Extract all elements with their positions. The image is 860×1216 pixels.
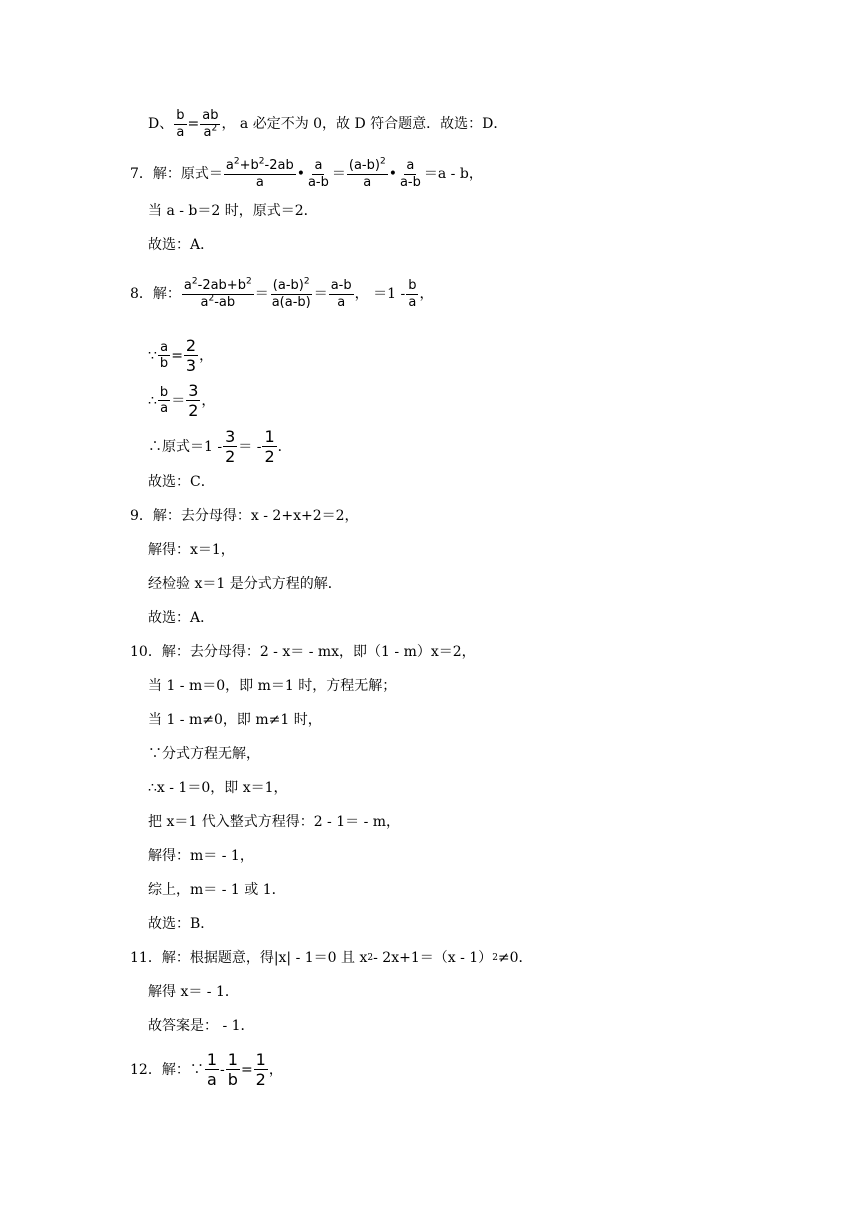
fraction-8-c: a-b a bbox=[330, 278, 352, 310]
fraction-a-over-b: $\frac{a}{b}$ bbox=[159, 339, 169, 372]
fraction-1-over-2: 1 2 bbox=[264, 427, 275, 467]
fraction-b-over-a: $\frac{b}{a}$ bbox=[176, 108, 185, 140]
fraction-7-b: a a-b bbox=[307, 158, 329, 190]
text-line: 10．解：去分母得：2 - x＝ - mx，即（1 - m）x＝2， bbox=[130, 644, 476, 660]
text-line: 故选：A． bbox=[148, 237, 215, 253]
text-line: ∵分式方程无解， bbox=[148, 746, 260, 762]
fraction-1-over-2: $\frac{1}{2}$ bbox=[255, 1050, 266, 1090]
text-line: 故选：C． bbox=[148, 474, 215, 490]
fraction-8-b: $(a-b)^2$ a(a-b) bbox=[271, 276, 311, 310]
text-line: 把 x＝1 代入整式方程得：2 - 1＝ - m， bbox=[148, 814, 401, 830]
fraction-7-c: $(a-b)^2$ a bbox=[348, 156, 386, 190]
text-line: 综上，m＝ - 1 或 1． bbox=[148, 882, 286, 898]
fraction-7-a: $a^2+b^2-2ab$ a bbox=[225, 156, 294, 190]
text-line: 解得 x＝ - 1． bbox=[148, 984, 239, 1000]
solution-6-option-d: D、 $\frac{b}{a}$ = $\frac{ab}{a^2}$ ， a 必定不为 0，故 D 符合题意．故选：D． bbox=[148, 108, 508, 140]
solution-11-expression: 11．解：根据题意，得|x| - 1＝0 且 x 2 - 2x+1＝（x - 1） 2 ≠0． bbox=[130, 950, 533, 966]
text-line: 解得：x＝1， bbox=[148, 542, 235, 558]
fraction-3-over-2: 3 2 bbox=[225, 427, 236, 467]
text-line: 9．解：去分母得：x - 2+x+2＝2， bbox=[130, 508, 359, 524]
fraction-b-over-a: b a bbox=[159, 384, 169, 417]
text-line: 故答案是： - 1． bbox=[148, 1018, 255, 1034]
text-line: 解得：m＝ - 1， bbox=[148, 848, 254, 864]
text-line: 故选：B． bbox=[148, 916, 215, 932]
solution-7-expression: 7．解：原式＝ $a^2+b^2-2ab$ a • a a-b ＝ $(a-b)^2$ a • a a-b ＝a - b， bbox=[130, 156, 483, 190]
fraction-8-a: $a^2-2ab+b^2$ $a^2-ab$ bbox=[183, 276, 252, 310]
solution-8-therefore: ∴ b a ＝ 3 2 ， bbox=[148, 381, 216, 421]
solution-8-result: ∴原式＝1 - 3 2 ＝ - 1 2 ． bbox=[148, 427, 292, 467]
fraction-2-over-3: $\frac{2}{3}$ bbox=[185, 336, 197, 376]
fraction-1-over-a: 1 a bbox=[206, 1050, 218, 1090]
fraction-3-over-2: 3 2 bbox=[188, 381, 199, 421]
text-line: 当 1 - m≠0，即 m≠1 时， bbox=[148, 712, 322, 728]
solution-12-expression: 12．解：∵ 1 a - $\frac{1}{b}$ = $\frac{1}{2}$ ， bbox=[130, 1050, 283, 1090]
text-line: 故选：A． bbox=[148, 610, 215, 626]
text-line: 经检验 x＝1 是分式方程的解． bbox=[148, 576, 342, 592]
text-line: 当 1 - m＝0，即 m＝1 时，方程无解； bbox=[148, 678, 397, 694]
text-line: ∴x - 1＝0，即 x＝1， bbox=[148, 780, 288, 796]
solution-8-given: ∵ $\frac{a}{b}$ = $\frac{2}{3}$ ， bbox=[148, 336, 214, 376]
fraction-ab-over-a2: $\frac{ab}{a^2}$ bbox=[202, 108, 219, 140]
fraction-1-over-b: $\frac{1}{b}$ bbox=[227, 1050, 238, 1090]
text-line: 当 a - b＝2 时，原式＝2． bbox=[148, 203, 318, 219]
fraction-8-d: b a bbox=[408, 278, 417, 310]
solution-8-expression: 8．解： $a^2-2ab+b^2$ $a^2-ab$ ＝ $(a-b)^2$ a(a-b) ＝ a-b a ， ＝1 - b a ， bbox=[130, 276, 434, 310]
fraction-7-d: a a-b bbox=[399, 158, 421, 190]
